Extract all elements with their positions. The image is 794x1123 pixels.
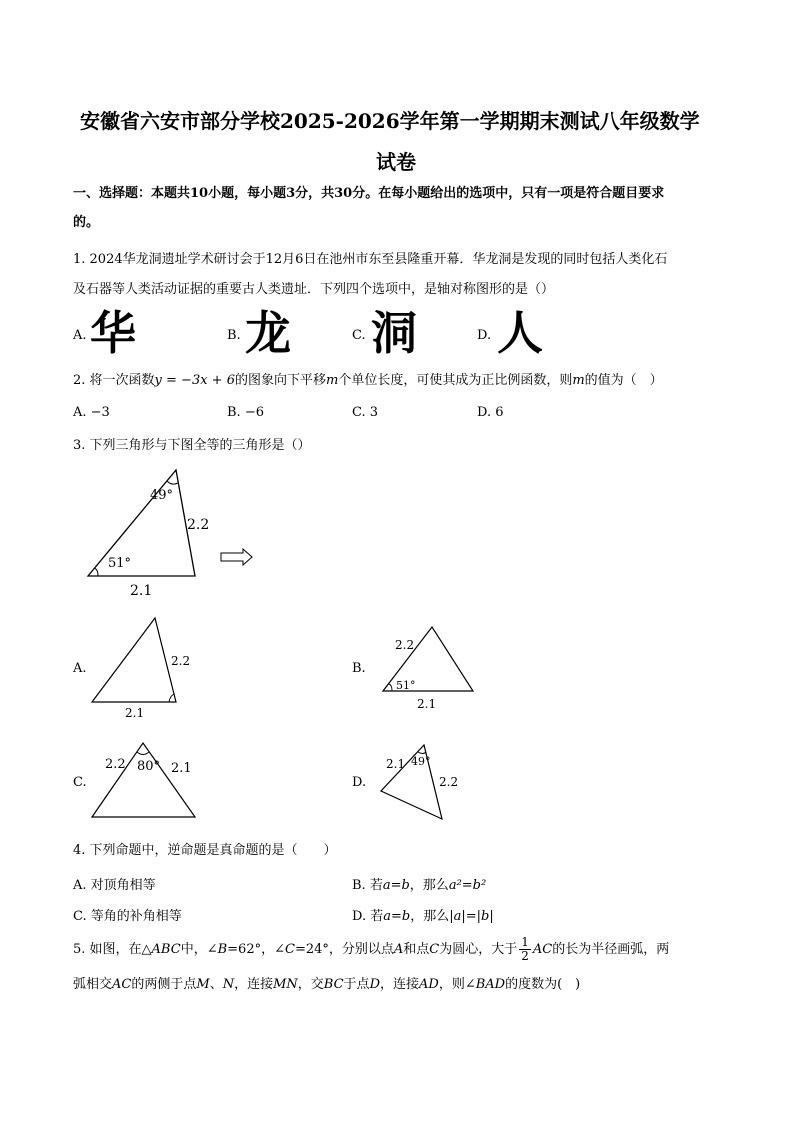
q5-d: D — [369, 977, 380, 992]
q4-d-math: a=b — [383, 909, 411, 924]
q5-c2: C — [429, 942, 440, 957]
q3-d-angle-arc — [418, 752, 426, 754]
q3-option-d-figure[interactable] — [376, 740, 476, 825]
q5-l2-t8: ，则∠ — [438, 977, 476, 992]
q5-ac2: AC — [112, 977, 132, 992]
q4-b-pre: B. 若 — [352, 878, 383, 893]
q1-option-d-char[interactable]: 人 — [497, 306, 543, 360]
q1-option-c-char[interactable]: 洞 — [371, 306, 417, 360]
q2-option-b[interactable]: B. −6 — [227, 405, 264, 420]
q3-option-d-letter[interactable]: D. — [352, 775, 367, 790]
q2-option-a[interactable]: A. −3 — [73, 405, 110, 420]
q3-main-figure — [80, 462, 280, 602]
q3-d-right: 2.2 — [439, 775, 459, 789]
q5-l2-t2: 的两侧于点 — [131, 977, 197, 992]
q1-option-b-char[interactable]: 龙 — [245, 306, 291, 360]
q5-l2-t7: ，连接 — [380, 977, 420, 992]
q2-option-c[interactable]: C. 3 — [352, 405, 379, 420]
q4-option-b[interactable] — [352, 874, 486, 893]
q3-main-left-angle-arc — [94, 568, 98, 576]
title-line-2: 试卷 — [376, 150, 416, 174]
q3-b-side: 2.2 — [395, 638, 415, 652]
q3-b-angle: 51° — [396, 679, 416, 692]
q4-d-pre: D. 若 — [352, 909, 384, 924]
q1-line-2: 及石器等人类活动证据的重要古人类遗址．下列四个选项中，是轴对称图形的是（） — [73, 282, 555, 297]
q5-l2-t1: 弧相交 — [73, 977, 113, 992]
q1-option-a-char[interactable]: 华 — [90, 306, 136, 360]
q5-t7: 的长为半径画弧，两 — [552, 942, 670, 957]
q3-a-angle-arc — [169, 694, 174, 702]
q3-option-b-letter[interactable]: B. — [352, 661, 366, 676]
q5-m: M — [196, 977, 210, 992]
q3-b-angle-arc — [388, 684, 392, 691]
q2-var-m-2: m — [572, 373, 585, 388]
q3-main-side-bottom: 2.1 — [130, 583, 153, 599]
q5-t2: 中，∠ — [180, 942, 218, 957]
q5-n: N — [222, 977, 235, 992]
q5-t3: =62°，∠ — [227, 942, 285, 957]
q3-main-side-right: 2.2 — [187, 517, 210, 533]
q3-main-angle-top: 49° — [150, 488, 174, 503]
q5-frac-num: 1 — [521, 935, 529, 949]
q1-line-1: 1. 2024华龙洞遗址学术研讨会于12月6日在池州市东至县隆重开幕．华龙洞是发现的同时包括人类化石 — [73, 252, 668, 267]
q4-option-c[interactable]: C. 等角的补角相等 — [73, 909, 182, 924]
q1-option-b-letter[interactable]: B. — [227, 328, 241, 343]
q3-c-right: 2.1 — [171, 761, 192, 776]
q5-t4: =24°，分别以点 — [294, 942, 394, 957]
q1-option-c-letter[interactable]: C. — [352, 328, 366, 343]
section-header-line-1: 一、选择题：本题共10小题，每小题3分，共30分。在每小题给出的选项中，只有一项是符合题目要求 — [73, 186, 665, 201]
q3-option-b-figure[interactable] — [376, 620, 486, 715]
q3-main-top-angle-arc — [167, 481, 178, 484]
q1-option-a-letter[interactable]: A. — [73, 328, 87, 343]
q4-b-math: a=b — [382, 878, 410, 893]
q3-option-a-figure[interactable] — [85, 612, 205, 724]
q3-d-angle: 49° — [411, 755, 431, 768]
q5-l2-t3: 、 — [209, 977, 223, 992]
title-line-1: 安徽省六安市部分学校2025-2026学年第一学期期末测试八年级数学 — [80, 109, 700, 133]
q2-option-d[interactable]: D. 6 — [477, 405, 504, 420]
q2-text-mid: 的图象向下平移 — [234, 373, 326, 388]
q4-b-mid: ，那么 — [409, 878, 449, 893]
q3-question: 3. 下列三角形与下图全等的三角形是（） — [73, 438, 311, 453]
q5-c: C — [284, 942, 295, 957]
q4-option-a[interactable]: A. 对顶角相等 — [73, 878, 156, 893]
q3-c-left: 2.2 — [105, 757, 126, 772]
q5-bc: BC — [323, 977, 344, 992]
q3-option-c-figure[interactable] — [85, 738, 205, 823]
q3-option-c-letter[interactable]: C. — [73, 775, 87, 790]
q3-a-side: 2.2 — [171, 654, 191, 668]
q5-abc: ABC — [151, 942, 181, 957]
q5-l2-t9: 的度数为( ) — [505, 977, 581, 992]
q3-b-base: 2.1 — [417, 697, 437, 711]
q5-bad: BAD — [475, 977, 506, 992]
q2-formula: y = −3x + 6 — [154, 373, 235, 388]
q5-ad: AD — [419, 977, 439, 992]
q5-frac-den: 2 — [521, 949, 529, 963]
q2-text-pre: 2. 将一次函数 — [73, 373, 155, 388]
q5-line-2 — [73, 975, 580, 995]
q5-l2-t5: ，交 — [297, 977, 324, 992]
q3-option-a-letter[interactable]: A. — [73, 661, 87, 676]
q3-a-triangle — [92, 618, 176, 702]
q1-option-d-letter[interactable]: D. — [477, 328, 492, 343]
q5-ac: AC — [532, 942, 553, 957]
q4-question: 4. 下列命题中，逆命题是真命题的是（ ） — [73, 843, 337, 858]
q5-line-1 — [73, 935, 669, 965]
q5-t6: 为圆心，大于 — [439, 942, 518, 957]
q5-fraction — [519, 936, 531, 963]
q4-b-math2: a²=b² — [448, 878, 487, 893]
q3-arrow — [221, 549, 252, 565]
q3-a-base: 2.1 — [125, 706, 145, 720]
q2-text-post: 个单位长度，可使其成为正比例函数，则 — [338, 373, 573, 388]
q5-b: B — [217, 942, 228, 957]
q4-d-math2: |a|=|b| — [449, 909, 494, 924]
q4-d-mid: ，那么 — [410, 909, 450, 924]
q3-c-angle: 80° — [137, 759, 161, 774]
q5-l2-t6: 于点 — [343, 977, 370, 992]
q2-text-end: 的值为（ ） — [584, 373, 663, 388]
q4-option-d[interactable] — [352, 905, 494, 924]
q5-l2-t4: ，连接 — [234, 977, 274, 992]
q5-a: A — [393, 942, 404, 957]
q5-t1: 5. 如图，在△ — [73, 942, 152, 957]
q5-mn: MN — [273, 977, 298, 992]
section-header-line-2: 的。 — [73, 215, 100, 230]
q5-t5: 和点 — [403, 942, 430, 957]
q3-main-triangle — [88, 470, 195, 576]
q3-main-angle-left: 51° — [108, 556, 132, 571]
q3-c-angle-arc — [137, 752, 149, 755]
q2-var-m: m — [326, 373, 339, 388]
q3-d-left: 2.1 — [386, 757, 406, 771]
q2-question — [73, 371, 663, 391]
